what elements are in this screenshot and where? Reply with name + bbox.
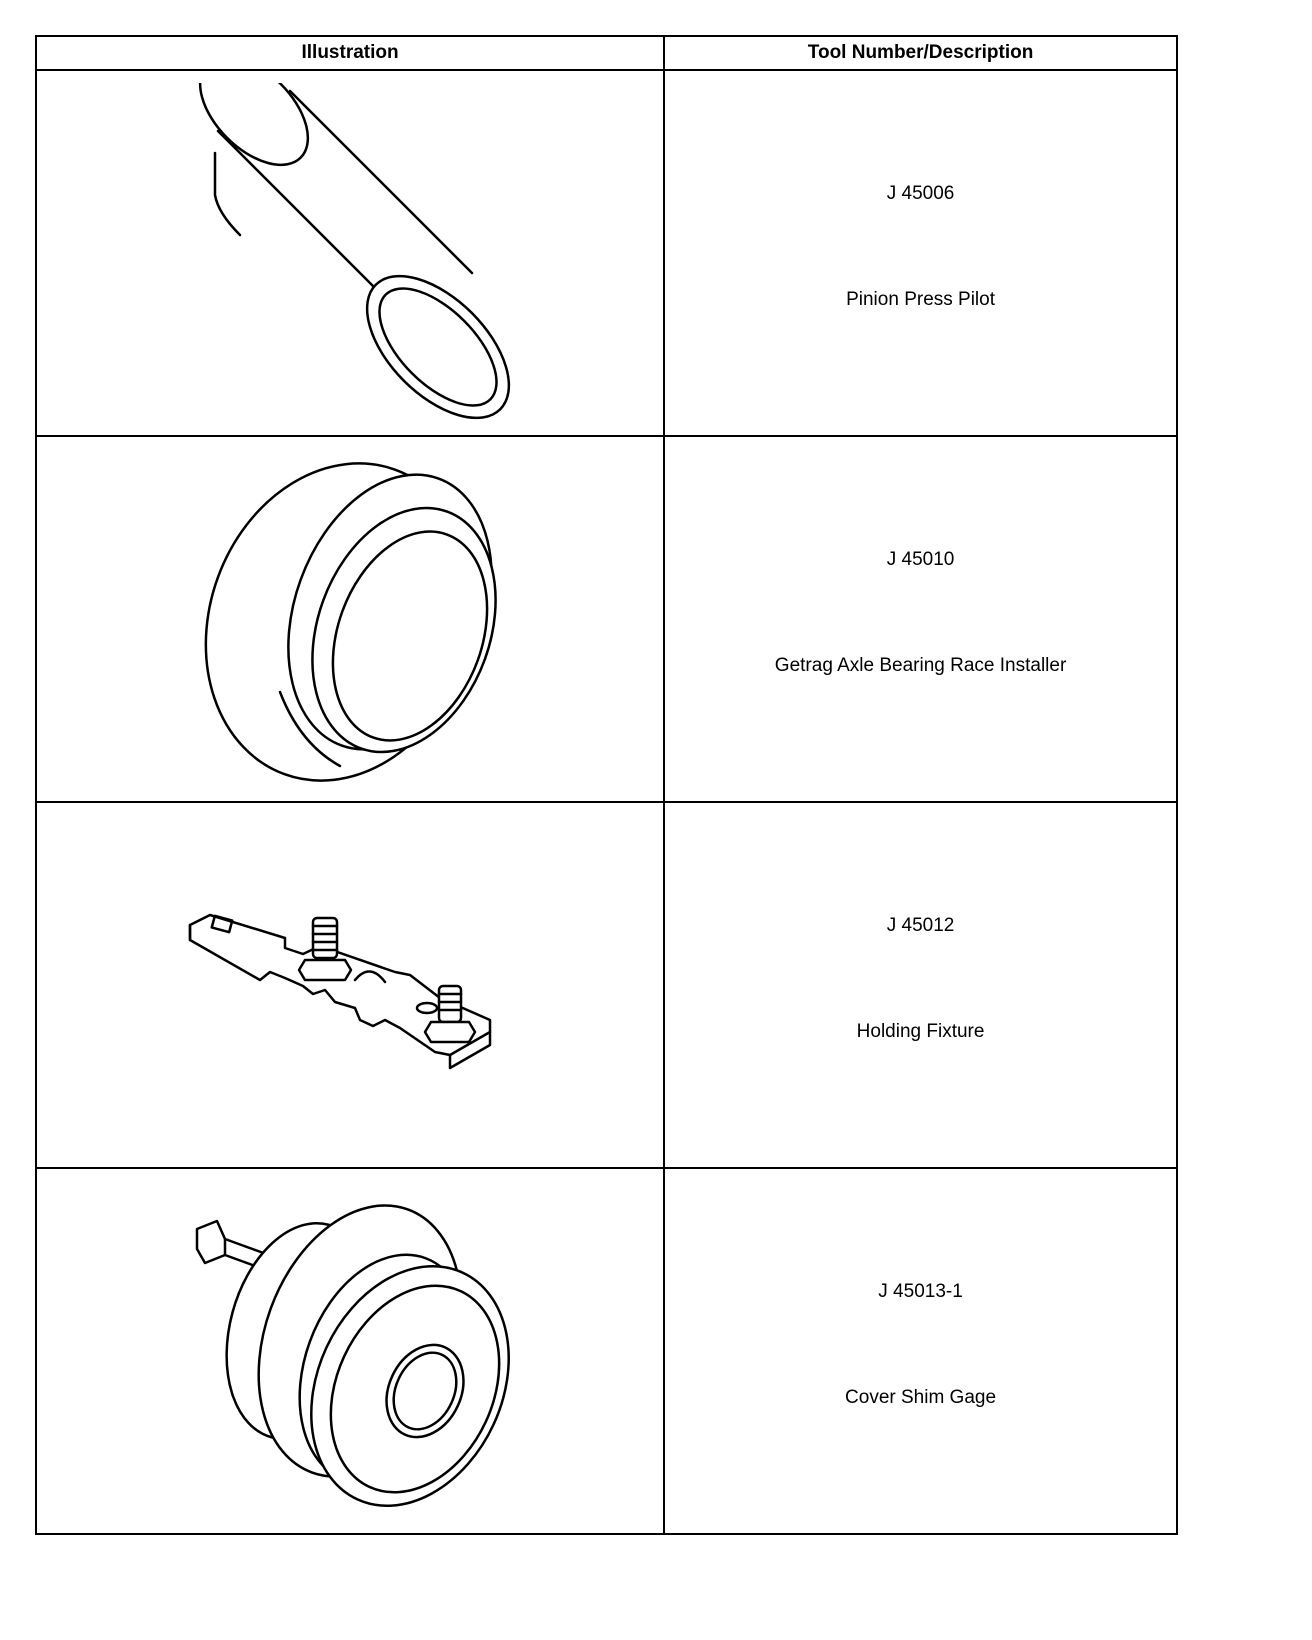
table-row — [36, 1168, 1177, 1534]
tool-description: Cover Shim Gage — [845, 1387, 997, 1408]
pinion-press-pilot-icon — [170, 83, 530, 423]
tool-info-cell — [664, 1168, 1177, 1534]
table-row — [36, 70, 1177, 436]
tool-info-cell — [664, 436, 1177, 802]
illustration-cell — [36, 1168, 664, 1534]
table-row — [36, 436, 1177, 802]
tool-number: J 45010 — [886, 549, 955, 570]
header-tool-number-description: Tool Number/Description — [664, 36, 1177, 70]
table-row — [36, 802, 1177, 1168]
holding-fixture-icon — [185, 890, 515, 1080]
tool-number: J 45006 — [886, 183, 955, 204]
bearing-race-installer-icon — [190, 454, 510, 784]
tool-table — [35, 35, 1178, 1535]
tool-description: Getrag Axle Bearing Race Installer — [774, 655, 1067, 676]
illustration-cell — [36, 802, 664, 1168]
illustration-cell — [36, 436, 664, 802]
tool-description: Holding Fixture — [856, 1021, 985, 1042]
tool-number: J 45012 — [886, 915, 955, 936]
table-header-row — [36, 36, 1177, 70]
illustration-cell — [36, 70, 664, 436]
cover-shim-gage-icon — [185, 1191, 515, 1511]
tool-description: Pinion Press Pilot — [846, 289, 995, 310]
header-illustration: Illustration — [36, 36, 664, 70]
tool-info-cell — [664, 802, 1177, 1168]
tool-info-cell — [664, 70, 1177, 436]
tool-number: J 45013-1 — [878, 1281, 963, 1302]
